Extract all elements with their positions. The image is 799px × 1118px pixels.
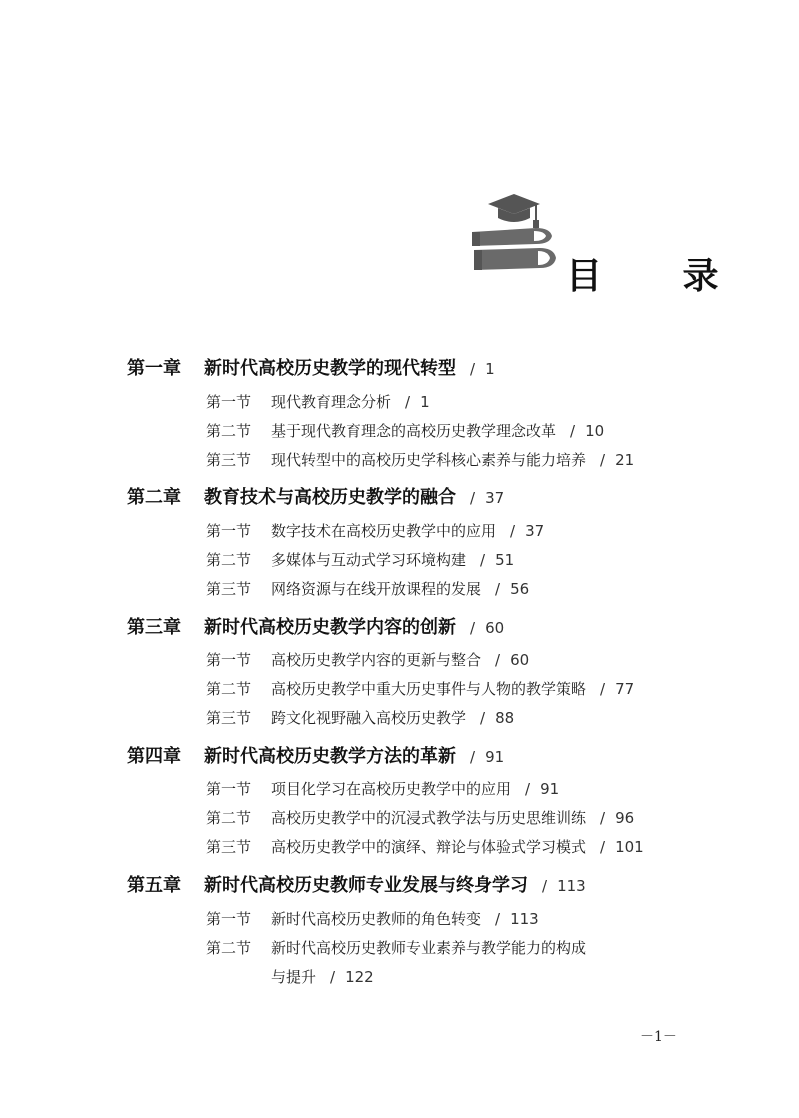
section-number: 第三节 [206,580,252,598]
chapter-number: 第四章 [127,746,181,767]
chapter-number: 第一章 [127,358,181,379]
chapter-title: 新时代高校历史教师专业发展与终身学习 [204,875,528,896]
page-separator: / [470,360,476,378]
section-title: 跨文化视野融入高校历史教学 [271,709,467,727]
page-separator: / [330,968,336,986]
section-title-continuation: 与提升 [271,968,317,986]
page-number: 37 [485,489,505,507]
toc-chapter[interactable] [127,745,504,769]
toc-section[interactable] [206,578,529,600]
section-title: 现代转型中的高校历史学科核心素养与能力培养 [271,451,587,469]
page-number: 122 [345,968,374,986]
page-number: 21 [615,451,635,469]
page-number: 113 [557,877,586,895]
chapter-number: 第二章 [127,487,181,508]
page-number: 113 [510,910,539,928]
page-separator: / [470,489,476,507]
section-title: 高校历史教学中的沉浸式教学法与历史思维训练 [271,809,587,827]
page-separator: / [495,580,501,598]
page-title: 目 录 [566,255,753,297]
page-number: 91 [540,780,560,798]
toc-section[interactable] [206,549,514,571]
toc-chapter[interactable] [127,486,504,510]
section-number: 第一节 [206,522,252,540]
chapter-title: 教育技术与高校历史教学的融合 [204,487,456,508]
page-number: 77 [615,680,635,698]
page-number: 88 [495,709,515,727]
toc-section[interactable] [206,678,634,700]
section-title: 高校历史教学中的演绎、辩论与体验式学习模式 [271,838,587,856]
page-separator: / [495,910,501,928]
toc-section[interactable] [206,778,559,800]
page-number: 51 [495,551,515,569]
page-separator: / [570,422,576,440]
toc-section[interactable] [206,836,644,858]
page-number: 60 [510,651,530,669]
page-separator: / [470,748,476,766]
page-separator: / [600,809,606,827]
page-separator: / [495,651,501,669]
section-number: 第二节 [206,809,252,827]
page-number: 56 [510,580,530,598]
page-number: 91 [485,748,505,766]
section-number: 第二节 [206,551,252,569]
page-number: 101 [615,838,644,856]
page-number: 96 [615,809,635,827]
page-number: 60 [485,619,505,637]
page-number: 10 [585,422,605,440]
section-number: 第二节 [206,422,252,440]
section-number: 第三节 [206,838,252,856]
section-title: 新时代高校历史教师的角色转变 [271,910,482,928]
toc-section[interactable] [206,449,634,471]
page-separator: / [510,522,516,540]
toc-section[interactable] [206,937,586,959]
toc-section[interactable] [206,520,544,542]
chapter-title: 新时代高校历史教学方法的革新 [204,746,456,767]
toc-chapter[interactable] [127,616,504,640]
section-title: 基于现代教育理念的高校历史教学理念改革 [271,422,557,440]
page-number: 1 [420,393,430,411]
section-title: 新时代高校历史教师专业素养与教学能力的构成 [271,939,587,957]
section-number: 第二节 [206,680,252,698]
section-title: 现代教育理念分析 [271,393,392,411]
section-number: 第三节 [206,451,252,469]
page-number: 37 [525,522,545,540]
toc-section[interactable] [206,908,539,930]
section-number: 第三节 [206,709,252,727]
section-number: 第一节 [206,651,252,669]
page-separator: / [525,780,531,798]
toc-section[interactable] [206,707,514,729]
page-folio: －1－ [640,1029,677,1045]
section-title: 数字技术在高校历史教学中的应用 [271,522,497,540]
section-title: 高校历史教学内容的更新与整合 [271,651,482,669]
page-separator: / [480,551,486,569]
section-number: 第二节 [206,939,252,957]
page-separator: / [480,709,486,727]
toc-section-continuation[interactable] [271,966,374,988]
page-separator: / [542,877,548,895]
page-number: 1 [485,360,495,378]
toc-section[interactable] [206,420,604,442]
page-separator: / [405,393,411,411]
toc-section[interactable] [206,649,529,671]
page-separator: / [600,451,606,469]
chapter-number: 第三章 [127,617,181,638]
chapter-title: 新时代高校历史教学的现代转型 [204,358,456,379]
toc-chapter[interactable] [127,874,586,898]
chapter-title: 新时代高校历史教学内容的创新 [204,617,456,638]
chapter-number: 第五章 [127,875,181,896]
page-separator: / [600,680,606,698]
page-separator: / [470,619,476,637]
section-number: 第一节 [206,780,252,798]
section-number: 第一节 [206,910,252,928]
toc-chapter[interactable] [127,357,495,381]
section-title: 高校历史教学中重大历史事件与人物的教学策略 [271,680,587,698]
toc-section[interactable] [206,807,634,829]
section-title: 项目化学习在高校历史教学中的应用 [271,780,512,798]
page-separator: / [600,838,606,856]
toc-section[interactable] [206,391,430,413]
section-title: 网络资源与在线开放课程的发展 [271,580,482,598]
section-number: 第一节 [206,393,252,411]
section-title: 多媒体与互动式学习环境构建 [271,551,467,569]
